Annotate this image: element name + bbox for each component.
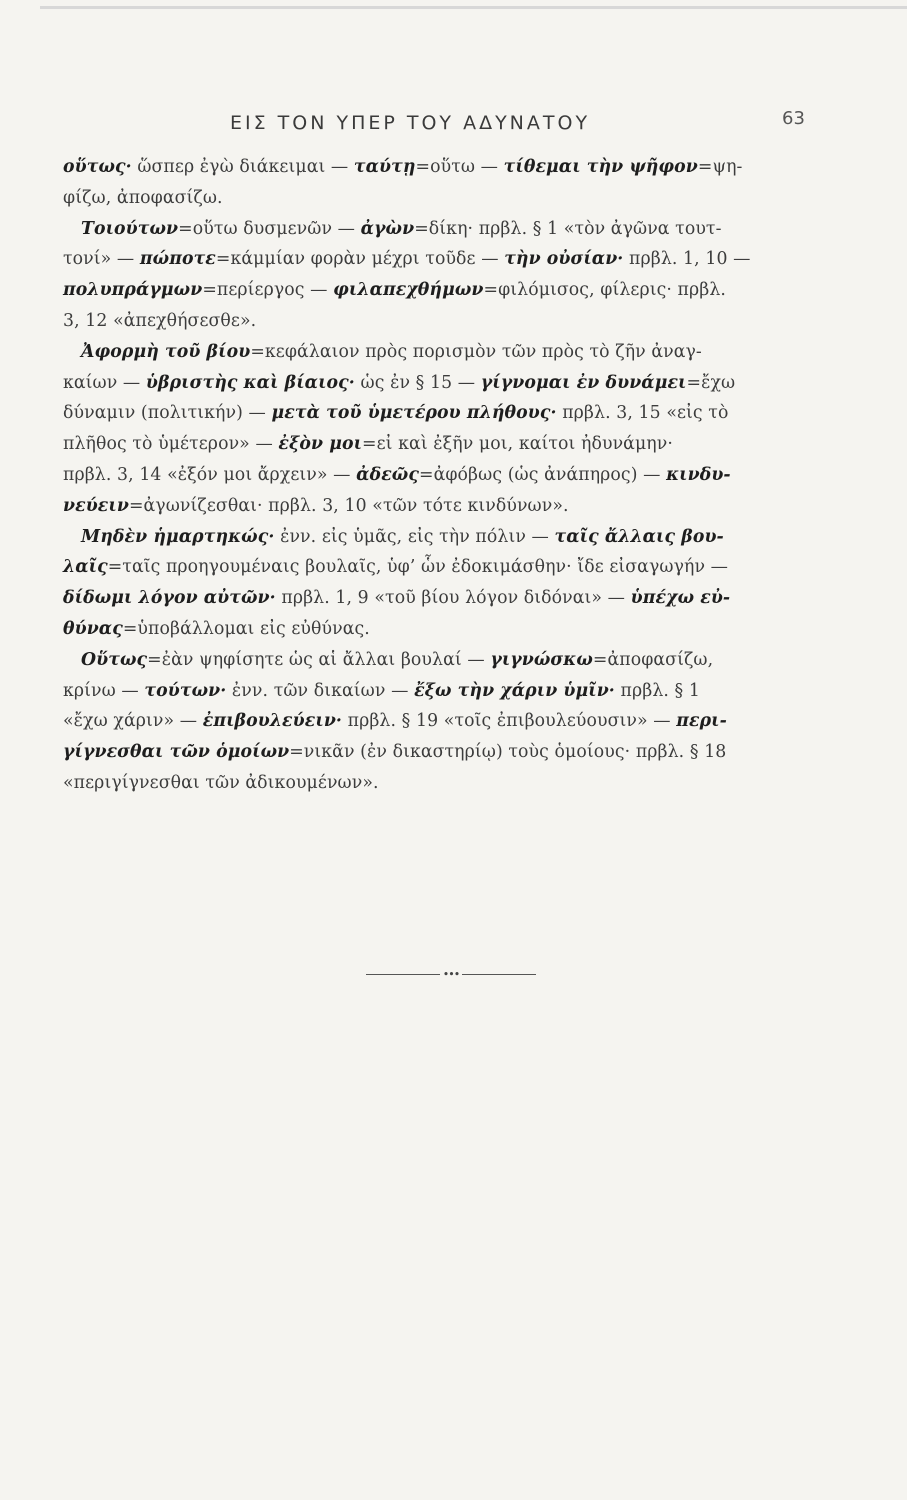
gloss-text: τονί» — <box>63 249 140 270</box>
gloss-text: κρίνω — <box>63 680 145 701</box>
text-line <box>63 152 823 183</box>
lemma: ὑβριστὴς καὶ βίαιος· <box>145 372 355 393</box>
gloss-text: ἐνν. τῶν δικαίων — <box>226 680 415 701</box>
text-line <box>63 460 823 491</box>
gloss-text: =ἔχω <box>686 372 736 393</box>
gloss-text: φίζω, ἀποφασίζω. <box>63 187 223 208</box>
text-line <box>63 429 823 460</box>
gloss-text: δύναμιν (πολιτικήν) — <box>63 403 272 424</box>
text-line <box>63 768 823 799</box>
text-line <box>63 552 823 583</box>
text-line <box>63 614 823 645</box>
gloss-text: «ἔχω χάριν» — <box>63 711 203 732</box>
lemma: περι- <box>676 711 727 732</box>
commentary-text <box>63 152 823 799</box>
gloss-text: =οὕτω δυσμενῶν — <box>178 218 361 239</box>
lemma: κινδυ- <box>666 464 731 485</box>
gloss-text: =κάμμίαν φορὰν μέχρι τοῦδε — <box>215 249 505 270</box>
gloss-text: πρβλ. 1, 9 «τοῦ βίου λόγον διδόναι» — <box>275 588 631 609</box>
gloss-text: ἐνν. εἰς ὑμᾶς, εἰς τὴν πόλιν — <box>274 526 555 547</box>
gloss-text: =ἀφόβως (ὡς ἀνάπηρος) — <box>418 464 667 485</box>
lemma: νεύειν <box>63 495 129 516</box>
text-line <box>63 306 823 337</box>
gloss-text: =κεφάλαιον πρὸς πορισμὸν τῶν πρὸς τὸ ζῆν ἀναγ- <box>250 341 702 362</box>
text-line <box>63 398 823 429</box>
lemma: Ἀφορμὴ τοῦ βίου <box>81 341 251 362</box>
gloss-text: =ψη- <box>697 157 743 177</box>
lemma: ἐπιβουλεύειν· <box>202 711 343 732</box>
lemma: φιλαπεχθήμων <box>333 280 484 301</box>
gloss-text: =ὑποβάλλομαι εἰς εὐθύνας. <box>122 618 370 639</box>
lemma: δίδωμι λόγον αὐτῶν· <box>63 588 276 609</box>
section-ornament <box>366 968 536 981</box>
lemma: γίγνομαι ἐν δυνάμει <box>480 372 687 393</box>
gloss-text: =δίκη· πρβλ. § 1 «τὸν ἀγῶνα τουτ- <box>414 218 722 239</box>
lemma: Οὕτως <box>81 649 148 670</box>
running-head: ΕΙΣ ΤΟΝ ΥΠΕΡ ΤΟΥ ΑΔΥΝΑΤΟΥ <box>230 112 591 134</box>
text-line <box>63 676 823 707</box>
lemma: ὑπέχω εὐ- <box>630 588 731 609</box>
lemma: ἔξω τὴν χάριν ὑμῖν· <box>414 680 615 701</box>
gloss-text: πρβλ. 3, 15 «εἰς τὸ <box>556 403 729 424</box>
gloss-text: πρβλ. 1, 10 — <box>623 249 751 270</box>
lemma: ἀγὼν <box>360 218 415 239</box>
text-line <box>63 275 823 306</box>
text-line <box>63 368 823 399</box>
gloss-text: πλῆθος τὸ ὑμέτερον» — <box>63 434 279 455</box>
gloss-text: =περίεργος — <box>202 280 334 301</box>
gloss-text: ὥσπερ ἐγὼ διάκειμαι — <box>131 157 354 177</box>
lemma: τούτων· <box>144 680 227 701</box>
gloss-text: =οὕτω — <box>415 157 504 177</box>
gloss-text: =νικᾶν (ἐν δικαστηρίῳ) τοὺς ὁμοίους· πρβλ. § 18 <box>289 742 727 763</box>
lemma: Μηδὲν ἡμαρτηκώς· <box>81 526 275 547</box>
gloss-text: =ἀγωνίζεσθαι· πρβλ. 3, 10 «τῶν τότε κινδύνων». <box>128 495 569 516</box>
text-line <box>63 737 823 768</box>
lemma: οὕτως· <box>63 157 132 177</box>
gloss-text: =εἰ καὶ ἐξῆν μοι, καίτοι ἠδυνάμην· <box>362 434 673 455</box>
lemma: λαῖς <box>63 557 108 578</box>
text-line <box>63 491 823 522</box>
text-line <box>63 244 823 275</box>
lemma: τὴν οὐσίαν· <box>504 249 624 270</box>
lemma: Τοιούτων <box>81 218 179 239</box>
text-line <box>63 214 823 245</box>
page-number: 63 <box>782 108 805 129</box>
lemma: θύνας <box>63 618 123 639</box>
text-line <box>63 583 823 614</box>
lemma: πολυπράγμων <box>63 280 203 301</box>
gloss-text: =ταῖς προηγουμέναις βουλαῖς, ὑφ’ ὧν ἐδοκιμάσθην· ἴδε εἰσαγωγήν — <box>107 557 729 578</box>
text-line <box>63 706 823 737</box>
gloss-text: πρβλ. § 1 <box>614 680 700 701</box>
gloss-text: =ἐὰν ψηφίσητε ὡς αἱ ἄλλαι βουλαί — <box>147 649 491 670</box>
gloss-text: πρβλ. 3, 14 «ἐξόν μοι ἄρχειν» — <box>63 464 357 485</box>
ornament-rule-left <box>366 974 440 975</box>
ornament-dots: ••• <box>442 968 460 981</box>
scan-edge <box>40 6 907 9</box>
gloss-text: καίων — <box>63 372 146 393</box>
lemma: ταύτῃ <box>353 157 416 177</box>
gloss-text: ὡς ἐν § 15 — <box>354 372 481 393</box>
text-line <box>63 337 823 368</box>
lemma: τίθεμαι τὴν ψῆφον <box>503 157 698 177</box>
lemma: γίγνεσθαι τῶν ὁμοίων <box>63 742 290 763</box>
text-line <box>63 183 823 214</box>
lemma: γιγνώσκω <box>490 649 593 670</box>
gloss-text: πρβλ. § 19 «τοῖς ἐπιβουλεύουσιν» — <box>342 711 677 732</box>
page-header <box>0 108 907 142</box>
gloss-text: 3, 12 «ἀπεχθήσεσθε». <box>63 310 257 331</box>
text-line <box>63 645 823 676</box>
ornament-rule-right <box>462 974 536 975</box>
gloss-text: =φιλόμισος, φίλερις· πρβλ. <box>483 280 727 301</box>
lemma: μετὰ τοῦ ὑμετέρου πλήθους· <box>271 403 557 424</box>
lemma: ἐξὸν μοι <box>278 434 363 455</box>
lemma: ἀδεῶς <box>356 464 419 485</box>
lemma: πώποτε <box>139 249 216 270</box>
gloss-text: =ἀποφασίζω, <box>592 649 714 670</box>
lemma: ταῖς ἄλλαις βου- <box>554 526 724 547</box>
gloss-text: «περιγίγνεσθαι τῶν ἀδικουμένων». <box>63 772 379 793</box>
text-line <box>63 522 823 553</box>
